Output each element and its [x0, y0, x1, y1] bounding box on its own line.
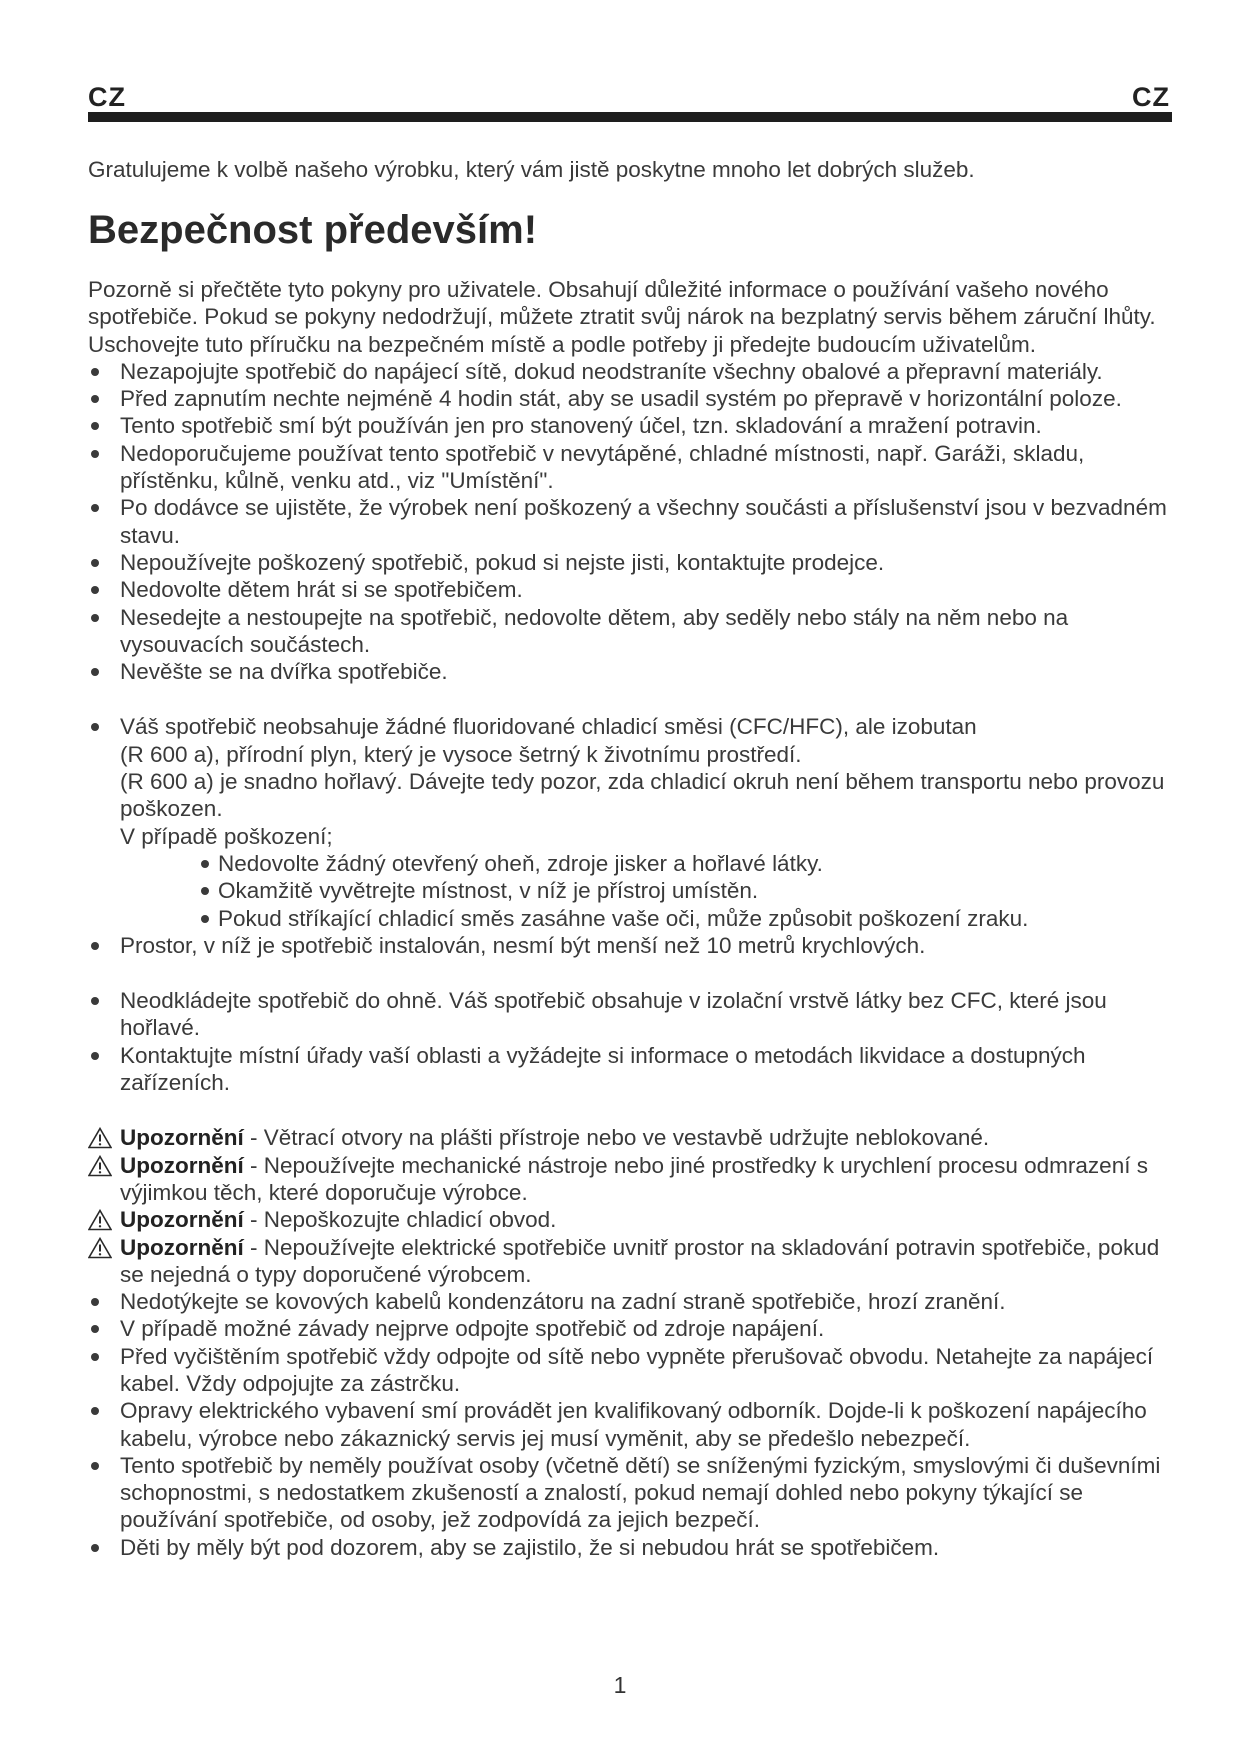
warning-item	[88, 1206, 1172, 1233]
list-item: Nezapojujte spotřebič do napájecí sítě, dokud neodstraníte všechny obalové a přepravní materiály.	[88, 358, 1172, 385]
list-item: Tento spotřebič by neměly používat osoby (včetně dětí) se sníženými fyzickým, smyslovými či duševními schopnostmi, s nedostatkem zkušeností a znalostí, pokud nemají dohled nebo pokyny týkající se používání spotřebiče, od osoby, jež zodpovídá za jejich bezpečí.	[88, 1452, 1172, 1534]
list-item: Opravy elektrického vybavení smí provádět jen kvalifikovaný odborník. Dojde-li k poškození napájecího kabelu, výrobce nebo zákaznický servis jej musí vyměnit, aby se předešlo nebezpečí.	[88, 1397, 1172, 1452]
refrigerant-block	[88, 713, 1172, 849]
list-item: Nedovolte žádný otevřený oheň, zdroje jisker a hořlavé látky.	[88, 850, 1172, 877]
list-item: Děti by měly být pod dozorem, aby se zajistilo, že si nebudou hrát se spotřebičem.	[88, 1534, 1172, 1561]
warning-triangle-icon	[88, 1155, 112, 1177]
warning-item	[88, 1234, 1172, 1289]
list-item: Pokud stříkající chladicí směs zasáhne vaše oči, může způsobit poškození zraku.	[88, 905, 1172, 932]
bullet-list-disposal	[88, 987, 1172, 1096]
warning-triangle-icon	[88, 1209, 112, 1231]
list-item: Nevěšte se na dvířka spotřebiče.	[88, 658, 1172, 685]
damage-sublist	[88, 850, 1172, 932]
list-item: Před zapnutím nechte nejméně 4 hodin stát, aby se usadil systém po přepravě v horizontální poloze.	[88, 385, 1172, 412]
list-item: Nesedejte a nestoupejte na spotřebič, nedovolte dětem, aby seděly nebo stály na něm nebo na vysouvacích součástech.	[88, 604, 1172, 659]
warnings	[88, 1124, 1172, 1288]
list-item: Tento spotřebič smí být používán jen pro stanovený účel, tzn. skladování a mražení potravin.	[88, 412, 1172, 439]
warning-triangle-icon	[88, 1127, 112, 1149]
warning-item	[88, 1152, 1172, 1207]
warning-label: Upozornění	[120, 1234, 244, 1260]
warning-item	[88, 1124, 1172, 1151]
list-item: Okamžitě vyvětrejte místnost, v níž je přístroj umístěn.	[88, 877, 1172, 904]
list-item: Nedotýkejte se kovových kabelů kondenzátoru na zadní straně spotřebiče, hrozí zranění.	[88, 1288, 1172, 1315]
header-rule	[88, 112, 1172, 122]
warning-label: Upozornění	[120, 1125, 244, 1151]
refrigerant-line-4: V případě poškození;	[120, 823, 333, 849]
safety-body	[88, 276, 1172, 1561]
warning-label: Upozornění	[120, 1152, 244, 1178]
warning-text: - Nepoužívejte elektrické spotřebiče uvnitř prostor na skladování potravin spotřebiče, pokud se nejedná o typy doporučené výrobcem.	[120, 1234, 1160, 1287]
warning-text: - Větrací otvory na plášti přístroje nebo ve vestavbě udržujte neblokované.	[243, 1125, 990, 1151]
list-item: Nepoužívejte poškozený spotřebič, pokud si nejste jisti, kontaktujte prodejce.	[88, 549, 1172, 576]
page-title: Bezpečnost především!	[88, 208, 538, 252]
list-item: Nedovolte dětem hrát si se spotřebičem.	[88, 576, 1172, 603]
header-language-right: CZ	[1132, 82, 1170, 112]
page-number: 1	[613, 1672, 627, 1698]
list-item: Kontaktujte místní úřady vaší oblasti a vyžádejte si informace o metodách likvidace a dostupných zařízeních.	[88, 1042, 1172, 1097]
bullet-list-electrical	[88, 1288, 1172, 1561]
room-size-note: Prostor, v níž je spotřebič instalován, nesmí být menší než 10 metrů krychlových.	[88, 932, 1172, 959]
warning-triangle-icon	[88, 1237, 112, 1259]
bullet-list-general	[88, 358, 1172, 686]
refrigerant-line-2: (R 600 a), přírodní plyn, který je vysoce šetrný k životnímu prostředí.	[120, 741, 802, 767]
warning-label: Upozornění	[120, 1207, 244, 1233]
refrigerant-line-3: (R 600 a) je snadno hořlavý. Dávejte tedy pozor, zda chladicí okruh není během transportu nebo provozu poškozen.	[120, 769, 1165, 822]
list-item: Neodkládejte spotřebič do ohně. Váš spotřebič obsahuje v izolační vrstvě látky bez CFC, které jsou hořlavé.	[88, 987, 1172, 1042]
warning-text: - Nepoškozujte chladicí obvod.	[243, 1207, 557, 1233]
warning-text: - Nepoužívejte mechanické nástroje nebo jiné prostředky k urychlení procesu odmrazení s výjimkou těch, které doporučuje výrobce.	[120, 1152, 1148, 1205]
list-item: V případě možné závady nejprve odpojte spotřebič od zdroje napájení.	[88, 1315, 1172, 1342]
intro-text: Gratulujeme k volbě našeho výrobku, který vám jistě poskytne mnoho let dobrých služeb.	[88, 157, 975, 182]
list-item: Po dodávce se ujistěte, že výrobek není poškozený a všechny součásti a příslušenství jsou v bezvadném stavu.	[88, 494, 1172, 549]
header-language-left: CZ	[88, 82, 126, 112]
refrigerant-line-1: Váš spotřebič neobsahuje žádné fluoridované chladicí směsi (CFC/HFC), ale izobutan	[120, 714, 977, 740]
list-item: Nedoporučujeme používat tento spotřebič v nevytápěné, chladné místnosti, např. Garáži, skladu, přístěnku, kůlně, venku atd., viz "Umístění".	[88, 440, 1172, 495]
list-item: Před vyčištěním spotřebič vždy odpojte od sítě nebo vypněte přerušovač obvodu. Netahejte za napájecí kabel. Vždy odpojujte za zástrčku.	[88, 1343, 1172, 1398]
intro-paragraph: Pozorně si přečtěte tyto pokyny pro uživatele. Obsahují důležité informace o používání vašeho nového spotřebiče. Pokud se pokyny nedodržují, můžete ztratit svůj nárok na bezplatný servis během záruční lhůty. Uschovejte tuto příručku na bezpečném místě a podle potřeby ji předejte budoucím uživatelům.	[88, 277, 1156, 357]
